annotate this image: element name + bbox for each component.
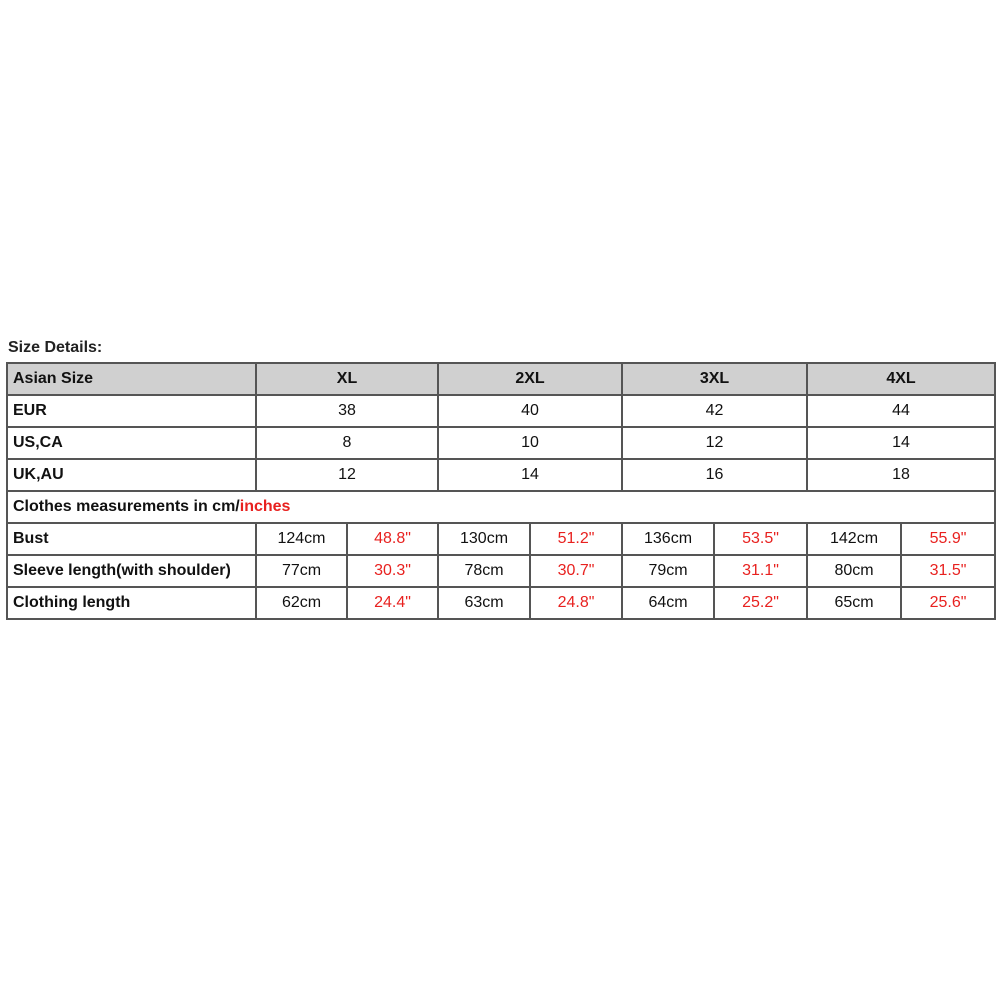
table-row-bust (7, 523, 995, 555)
table-cell: 16 (622, 459, 807, 491)
size-header-label: Asian Size (7, 363, 256, 395)
table-cell: 18 (807, 459, 995, 491)
cm-cell: 78cm (438, 555, 530, 587)
table-cell: 10 (438, 427, 622, 459)
size-header-cell: 4XL (807, 363, 995, 395)
row-label: UK,AU (7, 459, 256, 491)
cm-cell: 77cm (256, 555, 347, 587)
inch-cell: 25.6" (901, 587, 995, 619)
cm-cell: 142cm (807, 523, 901, 555)
inch-cell: 55.9" (901, 523, 995, 555)
row-label: US,CA (7, 427, 256, 459)
cm-cell: 65cm (807, 587, 901, 619)
inch-cell: 24.4" (347, 587, 438, 619)
table-cell: 42 (622, 395, 807, 427)
cm-cell: 64cm (622, 587, 714, 619)
cm-cell: 124cm (256, 523, 347, 555)
size-chart-table (6, 362, 996, 620)
table-row-uk-au (7, 459, 995, 491)
table-row-sleeve-length (7, 555, 995, 587)
table-cell: 40 (438, 395, 622, 427)
row-label: Sleeve length(with shoulder) (7, 555, 256, 587)
cm-cell: 136cm (622, 523, 714, 555)
table-cell: 44 (807, 395, 995, 427)
measurements-header-row (7, 491, 995, 523)
row-label: Bust (7, 523, 256, 555)
inch-cell: 53.5" (714, 523, 807, 555)
inch-cell: 48.8" (347, 523, 438, 555)
inch-cell: 24.8" (530, 587, 622, 619)
row-label: Clothing length (7, 587, 256, 619)
table-cell: 38 (256, 395, 438, 427)
page-title: Size Details: (8, 339, 103, 356)
row-label: EUR (7, 395, 256, 427)
table-cell: 14 (807, 427, 995, 459)
size-header-cell: 3XL (622, 363, 807, 395)
inch-cell: 31.1" (714, 555, 807, 587)
table-row-clothing-length (7, 587, 995, 619)
cm-cell: 62cm (256, 587, 347, 619)
inch-cell: 30.7" (530, 555, 622, 587)
cm-cell: 130cm (438, 523, 530, 555)
inch-cell: 25.2" (714, 587, 807, 619)
cm-cell: 79cm (622, 555, 714, 587)
size-header-row (7, 363, 995, 395)
cm-cell: 63cm (438, 587, 530, 619)
table-row-us-ca (7, 427, 995, 459)
measurements-title-prefix: Clothes measurements in cm/ (13, 498, 240, 515)
measurements-title-highlight: inches (239, 498, 291, 515)
table-cell: 12 (256, 459, 438, 491)
size-header-cell: XL (256, 363, 438, 395)
measurements-section-title (7, 491, 995, 523)
table-cell: 8 (256, 427, 438, 459)
inch-cell: 51.2" (530, 523, 622, 555)
table-cell: 14 (438, 459, 622, 491)
size-header-cell: 2XL (438, 363, 622, 395)
inch-cell: 31.5" (901, 555, 995, 587)
table-row-eur (7, 395, 995, 427)
inch-cell: 30.3" (347, 555, 438, 587)
cm-cell: 80cm (807, 555, 901, 587)
table-cell: 12 (622, 427, 807, 459)
